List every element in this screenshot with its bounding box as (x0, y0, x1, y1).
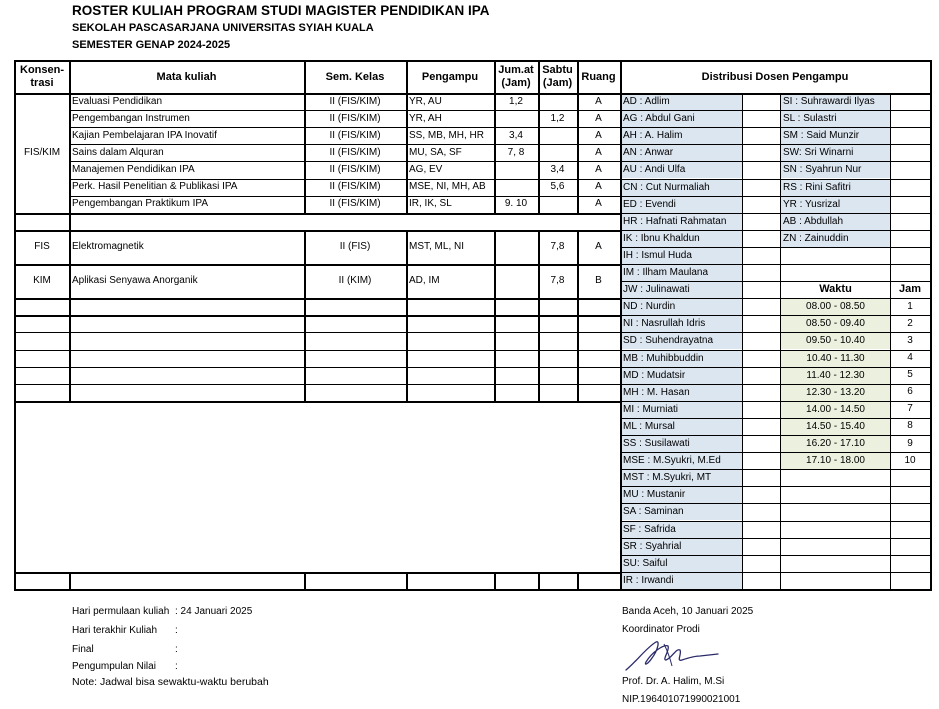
course-pengampu: MU, SA, SF (409, 146, 462, 158)
dosen-item: AG : Abdul Gani (621, 111, 742, 127)
table-border (620, 486, 932, 487)
course-sabtu: 1,2 (550, 112, 565, 124)
dosen-item: ZN : Zainuddin (781, 231, 890, 247)
course-jumat: 3,4 (509, 129, 523, 141)
table-border (577, 230, 579, 401)
course-ruang: A (595, 112, 602, 124)
dosen-item: IR : Irwandi (621, 573, 742, 589)
course-name: Evaluasi Pendidikan (72, 95, 163, 107)
col-header-pengampu: Pengampu (421, 70, 479, 83)
dosen-item: SM : Said Munzir (781, 128, 890, 144)
group-kim: KIM (33, 275, 51, 287)
dosen-item: SW: Sri Winarni (781, 145, 890, 161)
table-border (577, 60, 579, 93)
col-header-ruang: Ruang (581, 70, 616, 83)
table-border (620, 367, 932, 368)
dosen-item: MSE : M.Syukri, M.Ed (621, 453, 742, 469)
course-pengampu: MSE, NI, MH, AB (409, 181, 486, 193)
course-name: Manajemen Pendidikan IPA (72, 163, 195, 175)
course-kelas: II (FIS/KIM) (329, 163, 381, 175)
dosen-item: ML : Mursal (621, 419, 742, 435)
table-border (620, 401, 932, 402)
signer-role: Koordinator Prodi (622, 624, 700, 635)
waktu-header: Waktu (819, 283, 852, 296)
table-border (406, 572, 408, 589)
table-border (69, 213, 71, 230)
start-date-label: Hari permulaan kuliah (72, 606, 170, 617)
course-pengampu: AD, IM (409, 275, 440, 287)
dosen-item: MST : M.Syukri, MT (621, 470, 742, 486)
table-border (620, 572, 932, 573)
semester-label: SEMESTER GENAP 2024-2025 (72, 39, 231, 51)
table-border (620, 469, 932, 470)
table-border (620, 538, 932, 539)
table-border (620, 315, 932, 316)
col-header-sem-kelas: Sem. Kelas (325, 70, 385, 83)
table-border (620, 196, 932, 197)
table-border (14, 384, 620, 385)
waktu-cell: 08.50 - 09.40 (781, 316, 890, 332)
table-border (620, 127, 932, 128)
jam-cell: 4 (907, 352, 913, 364)
course-name: Perk. Hasil Penelitian & Publikasi IPA (72, 181, 238, 193)
course-sabtu: 7,8 (550, 240, 565, 252)
table-border (577, 93, 579, 213)
course-pengampu: YR, AU (409, 95, 442, 107)
jam-cell: 9 (907, 437, 913, 449)
dosen-item: SI : Suhrawardi Ilyas (781, 94, 890, 110)
dosen-item: MH : M. Hasan (621, 385, 742, 401)
course-jumat (494, 230, 538, 264)
signer-name: Prof. Dr. A. Halim, M.Si (622, 676, 725, 687)
course-sabtu (538, 93, 577, 110)
course-name: Sains dalam Alquran (72, 146, 164, 158)
table-border (14, 332, 620, 333)
table-border (69, 93, 71, 213)
course-jumat: 7, 8 (507, 146, 525, 158)
jam-cell: 5 (907, 369, 913, 381)
course-kelas: II (FIS/KIM) (329, 198, 381, 210)
table-border (406, 93, 408, 213)
table-border (14, 60, 932, 62)
table-border (494, 230, 496, 401)
table-border (14, 572, 620, 574)
dosen-item: MI : Murniati (621, 402, 742, 418)
table-border (620, 452, 932, 453)
table-border (620, 264, 932, 265)
table-border (494, 93, 496, 213)
table-border (620, 435, 932, 436)
dosen-item: ND : Nurdin (621, 299, 742, 315)
course-kelas: II (KIM) (338, 275, 372, 287)
table-border (620, 110, 932, 111)
dosen-item: SD : Suhendrayatna (621, 333, 742, 349)
school-name: SEKOLAH PASCASARJANA UNIVERSITAS SYIAH KUALA (72, 22, 374, 34)
jam-cell: 8 (907, 420, 913, 432)
table-border (14, 589, 932, 591)
table-border (304, 230, 306, 401)
course-kelas: II (FIS) (339, 240, 371, 252)
end-date-label: Hari terakhir Kuliah (72, 625, 158, 636)
dosen-item: IH : Ismul Huda (621, 248, 742, 264)
dosen-item: MB : Muhibbuddin (621, 351, 742, 367)
course-pengampu: IR, IK, SL (409, 198, 452, 210)
table-border (304, 60, 306, 93)
table-border (538, 572, 540, 589)
course-ruang: A (595, 146, 602, 158)
course-pengampu: AG, EV (409, 163, 443, 175)
course-ruang: A (595, 240, 602, 252)
col-header-konsentrasi: Konsen-trasi (20, 64, 64, 89)
col-header-jumat: Jum.at (Jam) (498, 64, 534, 89)
waktu-cell: 17.10 - 18.00 (781, 453, 890, 469)
table-border (780, 93, 781, 589)
final-colon: : (175, 644, 178, 655)
waktu-cell: 16.20 - 17.10 (781, 436, 890, 452)
col-header-sabtu: Sabtu (Jam) (542, 64, 573, 89)
table-border (494, 572, 496, 589)
table-border (620, 230, 932, 231)
dosen-item: AB : Abdullah (781, 214, 890, 230)
table-border (620, 350, 932, 351)
table-border (538, 93, 540, 213)
course-jumat: 9. 10 (504, 198, 528, 210)
end-date-colon: : (175, 625, 178, 636)
col-header-distribusi: Distribusi Dosen Pengampu (701, 70, 849, 83)
course-pengampu: YR, AH (409, 112, 442, 124)
grades-label: Pengumpulan Nilai (72, 661, 156, 672)
dosen-item: NI : Nasrullah Idris (621, 316, 742, 332)
table-border (69, 60, 71, 93)
dosen-item: AN : Anwar (621, 145, 742, 161)
table-border (14, 350, 620, 351)
course-name: Pengembangan Praktikum IPA (72, 198, 209, 210)
table-border (890, 93, 891, 589)
dosen-item: MU : Mustanir (621, 487, 742, 503)
course-sabtu (538, 196, 577, 213)
table-border (620, 144, 932, 145)
course-pengampu: SS, MB, MH, HR (409, 129, 485, 141)
final-label: Final (72, 644, 94, 655)
table-border (620, 521, 932, 522)
dosen-item: JW : Julinawati (621, 282, 742, 298)
table-border (14, 315, 620, 317)
course-kelas: II (FIS/KIM) (329, 146, 381, 158)
table-border (620, 60, 622, 591)
dosen-item: RS : Rini Safitri (781, 180, 890, 196)
dosen-item: AU : Andi Ulfa (621, 162, 742, 178)
start-date-value: : 24 Januari 2025 (175, 606, 253, 617)
table-border (620, 213, 932, 214)
waktu-cell: 10.40 - 11.30 (781, 351, 890, 367)
group-fis: FIS (34, 240, 50, 252)
course-kelas: II (FIS/KIM) (329, 181, 381, 193)
jam-cell: 2 (907, 317, 913, 329)
table-border (620, 503, 932, 504)
table-border (620, 247, 932, 248)
table-border (620, 418, 932, 419)
dosen-item: MD : Mudatsir (621, 368, 742, 384)
course-sabtu: 5,6 (550, 181, 565, 193)
course-ruang: A (595, 181, 602, 193)
table-border (620, 281, 932, 282)
table-border (577, 572, 579, 589)
course-pengampu: MST, ML, NI (409, 240, 465, 252)
course-name: Aplikasi Senyawa Anorganik (72, 275, 198, 287)
course-kelas: II (FIS/KIM) (329, 95, 381, 107)
jam-cell: 6 (907, 386, 913, 398)
signature-image (622, 636, 732, 676)
table-border (620, 298, 932, 299)
table-border (620, 384, 932, 385)
waktu-cell: 12.30 - 13.20 (781, 385, 890, 401)
table-border (930, 60, 932, 591)
course-ruang: A (595, 95, 602, 107)
course-ruang: B (595, 275, 602, 287)
table-border (620, 161, 932, 162)
table-border (69, 230, 71, 401)
waktu-cell: 09.50 - 10.40 (781, 333, 890, 349)
course-ruang: A (595, 163, 602, 175)
course-kelas: II (FIS/KIM) (329, 129, 381, 141)
course-sabtu (538, 127, 577, 144)
grades-colon: : (175, 661, 178, 672)
course-jumat: 1,2 (509, 95, 523, 107)
course-name: Kajian Pembelajaran IPA Inovatif (72, 129, 217, 141)
table-border (742, 93, 743, 589)
jam-cell: 3 (907, 334, 913, 346)
dosen-item: SA : Saminan (621, 504, 742, 520)
course-sabtu (538, 144, 577, 161)
table-border (406, 230, 408, 401)
jam-cell: 1 (907, 300, 913, 312)
table-border (304, 572, 306, 589)
course-jumat (494, 161, 538, 178)
dosen-item: SF : Safrida (621, 522, 742, 538)
jam-cell: 7 (907, 403, 913, 415)
table-border (538, 230, 540, 401)
course-sabtu: 3,4 (550, 163, 565, 175)
dosen-item: SN : Syahrun Nur (781, 162, 890, 178)
course-kelas: II (FIS/KIM) (329, 112, 381, 124)
dosen-item: SL : Sulastri (781, 111, 890, 127)
dosen-item: IK : Ibnu Khaldun (621, 231, 742, 247)
dosen-item: ED : Evendi (621, 197, 742, 213)
waktu-cell: 11.40 - 12.30 (781, 368, 890, 384)
course-ruang: A (595, 129, 602, 141)
table-border (620, 332, 932, 333)
waktu-cell: 14.00 - 14.50 (781, 402, 890, 418)
place-date: Banda Aceh, 10 Januari 2025 (622, 606, 754, 617)
table-border (406, 60, 408, 93)
course-jumat (494, 264, 538, 298)
dosen-item: AD : Adlim (621, 94, 742, 110)
table-border (14, 264, 620, 266)
dosen-item: YR : Yusrizal (781, 197, 890, 213)
dosen-item: IM : Ilham Maulana (621, 265, 742, 281)
table-border (304, 93, 306, 213)
table-border (620, 555, 932, 556)
dosen-item: HR : Hafnati Rahmatan (621, 214, 742, 230)
table-border (494, 60, 496, 93)
course-jumat (494, 110, 538, 127)
dosen-item: SU: Saiful (621, 556, 742, 572)
table-border (538, 60, 540, 93)
waktu-cell: 14.50 - 15.40 (781, 419, 890, 435)
table-border (620, 179, 932, 180)
table-border (14, 367, 620, 368)
course-jumat (494, 179, 538, 196)
course-name: Elektromagnetik (72, 240, 144, 252)
jam-cell: 10 (904, 454, 916, 466)
course-ruang: A (595, 198, 602, 210)
dosen-item: AH : A. Halim (621, 128, 742, 144)
roster-title: ROSTER KULIAH PROGRAM STUDI MAGISTER PENDIDIKAN IPA (72, 3, 490, 18)
table-border (14, 213, 620, 215)
course-sabtu: 7,8 (550, 275, 565, 287)
jam-header: Jam (898, 283, 922, 296)
dosen-item: SS : Susilawati (621, 436, 742, 452)
dosen-item: SR : Syahrial (621, 539, 742, 555)
course-name: Pengembangan Instrumen (72, 112, 190, 124)
schedule-note: Note: Jadwal bisa sewaktu-waktu berubah (72, 676, 269, 688)
waktu-cell: 08.00 - 08.50 (781, 299, 890, 315)
table-border (14, 60, 16, 591)
signer-nip: NIP.196401071990021001 (622, 694, 741, 705)
table-border (69, 572, 71, 589)
col-header-mata-kuliah: Mata kuliah (156, 70, 217, 83)
group-fiskim: FIS/KIM (23, 146, 61, 158)
table-border (14, 298, 620, 300)
dosen-item: CN : Cut Nurmaliah (621, 180, 742, 196)
table-border (14, 230, 620, 232)
table-border (14, 93, 932, 95)
table-border (14, 401, 620, 403)
